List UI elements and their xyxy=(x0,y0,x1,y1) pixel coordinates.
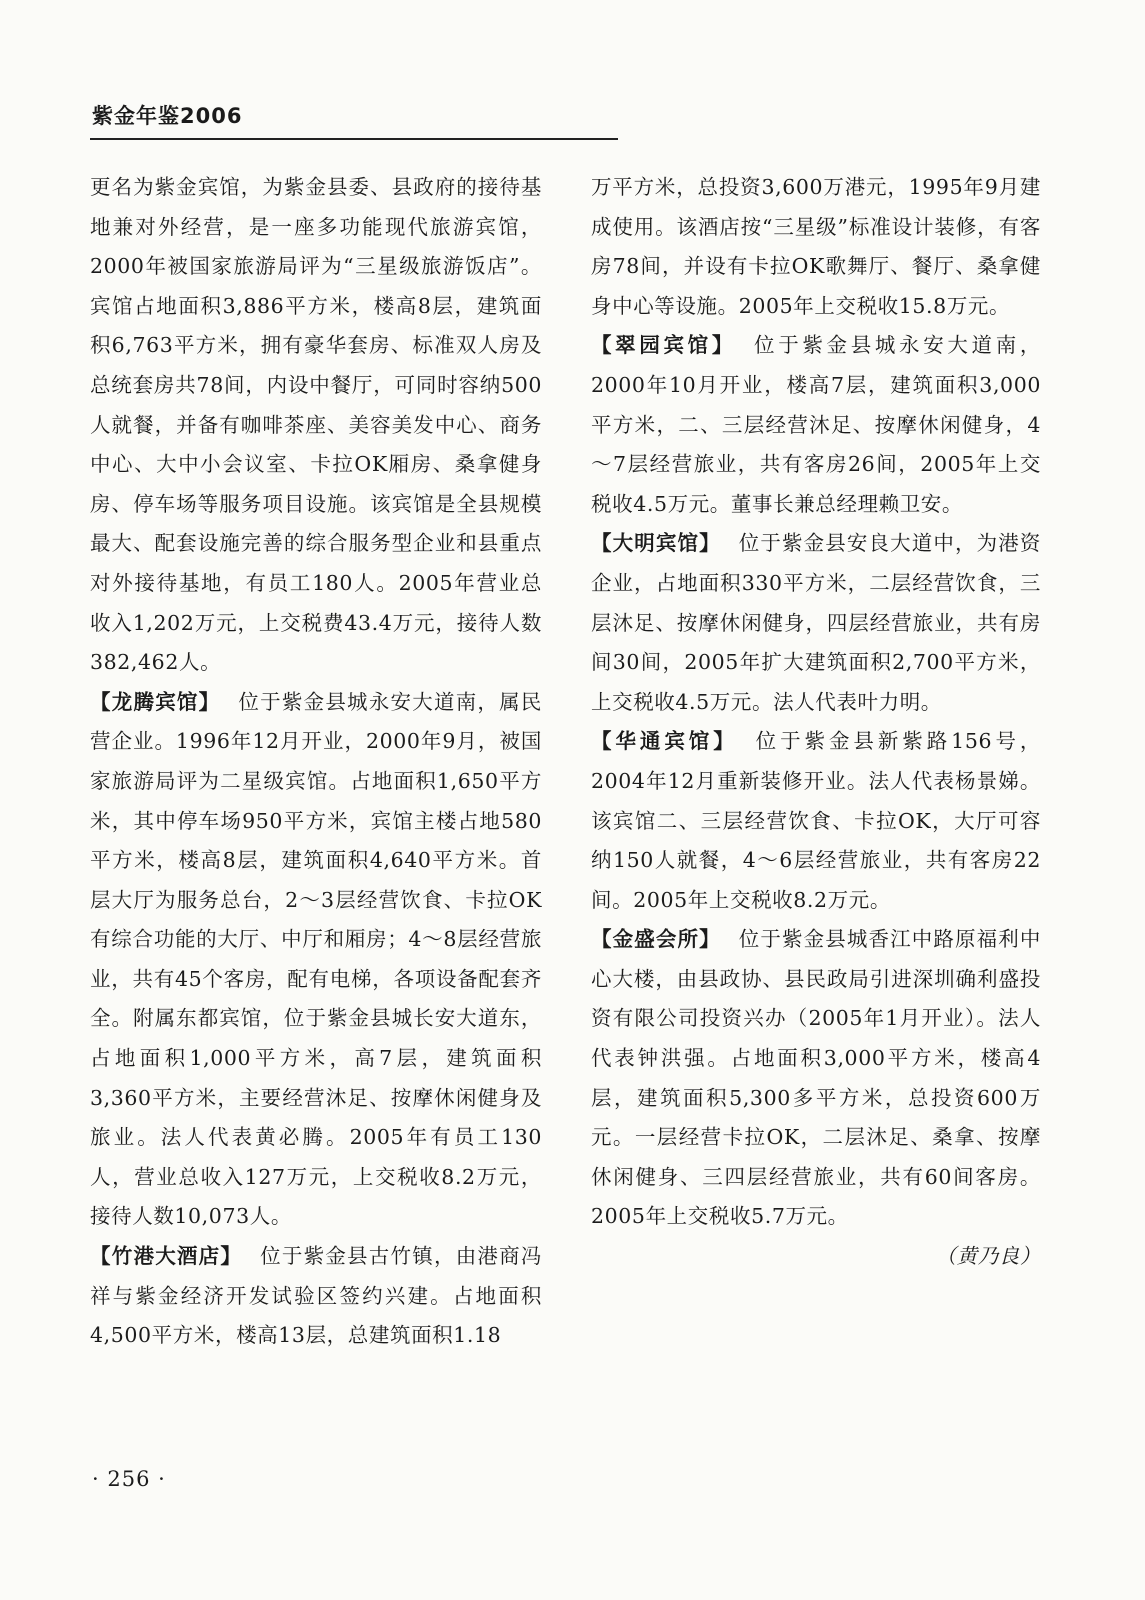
entry-title: 【龙腾宾馆】 xyxy=(90,689,221,714)
entry-huatong xyxy=(591,722,1041,920)
entry-text: 位于紫金县城永安大道南，属民营企业。1996年12月开业，2000年9月，被国家旅游局评为二星级宾馆。占地面积1,650平方米，其中停车场950平方米，宾馆主楼占地580平方米，楼高8层，建筑面积4,640平方米。首层大厅为服务总台，2～3层经营饮食、卡拉OK有综合功能的大厅、中厅和厢房；4～8层经营旅业，共有45个客房，配有电梯，各项设备配套齐全。附属东都宾馆，位于紫金县城长安大道东，占地面积1,000平方米，高7层，建筑面积3,360平方米，主要经营沐足、按摩休闲健身及旅业。法人代表黄必腾。2005年有员工130人，营业总收入127万元，上交税收8.2万元，接待人数10,073人。 xyxy=(90,689,542,1229)
entry-longteng xyxy=(90,683,542,1237)
entry-text: 位于紫金县新紫路156号，2004年12月重新装修开业。法人代表杨景娣。该宾馆二、三层经营饮食、卡拉OK，大厅可容纳150人就餐，4～6层经营旅业，共有客房22间。2005年上交税收8.2万元。 xyxy=(591,729,1041,912)
entry-daming xyxy=(591,524,1041,722)
entry-jinsheng xyxy=(591,920,1041,1237)
header-rule xyxy=(90,138,618,140)
entry-title: 【翠园宾馆】 xyxy=(591,333,737,358)
entry-text: 位于紫金县古竹镇，由港商冯祥与紫金经济开发试验区签约兴建。占地面积4,500平方米，楼高13层，总建筑面积1.18 xyxy=(90,1244,542,1348)
author-signature: （黄乃良） xyxy=(935,1244,1041,1269)
entry-zhugang xyxy=(90,1237,542,1356)
entry-title: 【大明宾馆】 xyxy=(591,531,721,556)
entry-title: 【金盛会所】 xyxy=(591,927,721,952)
left-column xyxy=(90,168,542,1356)
entry-cuiyuan xyxy=(591,326,1041,524)
entry-text: 位于紫金县安良大道中，为港资企业，占地面积330平方米，二层经营饮食，三层沐足、按摩休闲健身，四层经营旅业，共有房间30间，2005年扩大建筑面积2,700平方米，上交税收4.5万元。法人代表叶力明。 xyxy=(591,531,1041,714)
running-header: 紫金年鉴2006 xyxy=(92,104,243,128)
entry-text: 位于紫金县城永安大道南，2000年10月开业，楼高7层，建筑面积3,000平方米，二、三层经营沐足、按摩休闲健身，4～7层经营旅业，共有客房26间，2005年上交税收4.5万元。董事长兼总经理赖卫安。 xyxy=(591,333,1041,516)
entry-text: 位于紫金县城香江中路原福利中心大楼，由县政协、县民政局引进深圳确利盛投资有限公司投资兴办（2005年1月开业）。法人代表钟洪强。占地面积3,000平方米，楼高4层，建筑面积5,300多平方米，总投资600万元。一层经营卡拉OK，二层沐足、桑拿、按摩休闲健身、三四层经营旅业，共有60间客房。2005年上交税收5.7万元。 xyxy=(591,927,1041,1229)
page-number: · 256 · xyxy=(92,1467,166,1491)
right-column xyxy=(591,168,1041,1277)
continuation-paragraph: 万平方米，总投资3,600万港元，1995年9月建成使用。该酒店按“三星级”标准设计装修，有客房78间，并设有卡拉OK歌舞厅、餐厅、桑拿健身中心等设施。2005年上交税收15.8万元。 xyxy=(591,175,1041,318)
entry-title: 【竹港大酒店】 xyxy=(90,1244,243,1269)
entry-title: 【华通宾馆】 xyxy=(591,729,738,754)
continuation-paragraph: 更名为紫金宾馆，为紫金县委、县政府的接待基地兼对外经营，是一座多功能现代旅游宾馆，2000年被国家旅游局评为“三星级旅游饭店”。宾馆占地面积3,886平方米，楼高8层，建筑面积6,763平方米，拥有豪华套房、标准双人房及总统套房共78间，内设中餐厅，可同时容纳500人就餐，并备有咖啡茶座、美容美发中心、商务中心、大中小会议室、卡拉OK厢房、桑拿健身房、停车场等服务项目设施。该宾馆是全县规模最大、配套设施完善的综合服务型企业和县重点对外接待基地，有员工180人。2005年营业总收入1,202万元，上交税费43.4万元，接待人数382,462人。 xyxy=(90,175,542,675)
